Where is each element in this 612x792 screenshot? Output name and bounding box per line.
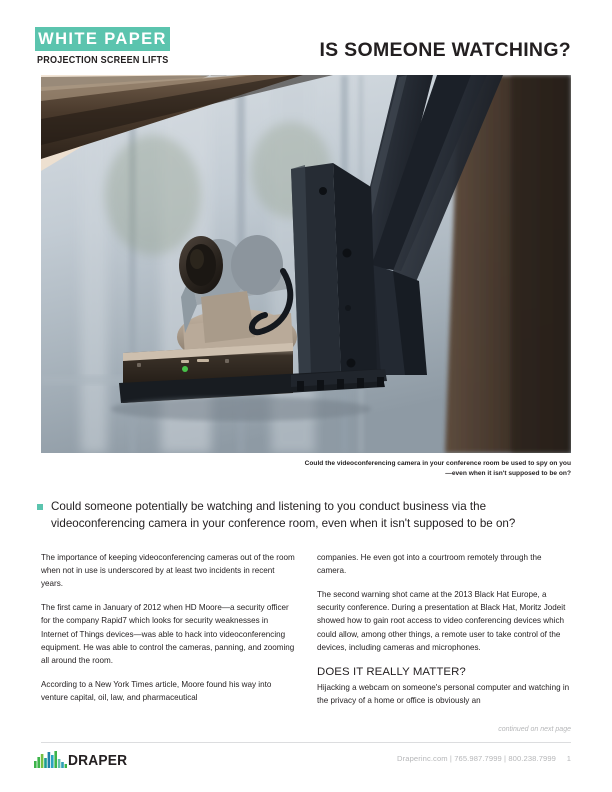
paragraph: The second warning shot came at the 2013 Black Hat Europe, a security conference. During a presentation at Black Hat, Moritz Jodeit showed how to gain root access to video conferencing devices which could allow, among other things, a remote user to take control of the devices, including cameras and microphones.	[317, 590, 566, 652]
header-subtitle: PROJECTION SCREEN LIFTS	[37, 55, 169, 66]
hero-image	[41, 75, 571, 453]
paragraph: Hijacking a webcam on someone's personal computer and watching in the privacy of a home or office is obviously an	[317, 683, 570, 706]
paragraph: companies. He even got into a courtroom remotely through the camera.	[317, 553, 542, 576]
paragraph: The importance of keeping videoconferencing cameras out of the room when not in use is underscored by at least two incidents in recent years.	[41, 553, 295, 589]
section-heading: DOES IT REALLY MATTER?	[317, 665, 466, 678]
draper-logo	[34, 748, 130, 768]
page-header	[0, 0, 612, 72]
hero-caption: Could the videoconferencing camera in your conference room be used to spy on you—even when it isn't supposed to be on?	[304, 460, 571, 478]
page-title: IS SOMEONE WATCHING?	[319, 39, 571, 62]
page-number: 1	[566, 754, 571, 763]
hero-photo-illustration	[41, 75, 571, 453]
footer-divider	[41, 742, 571, 743]
lead-callout	[37, 498, 537, 533]
paragraph: According to a New York Times article, Moore found his way into venture capital, oil, law, and pharmaceutical	[41, 679, 272, 702]
white-paper-banner	[35, 27, 170, 51]
paragraph: The first came in January of 2012 when HD Moore—a security officer for the company Rapid7 which looks for security weaknesses in Internet of Things devices—was able to hack into videoconferencing equipment. He was able to control the cameras, panning, and zooming all around the room.	[41, 603, 295, 665]
lead-callout-text: Could someone potentially be watching and listening to you conduct business via the videoconferencing camera in your conference room, even when it isn't supposed to be on?	[51, 500, 516, 531]
body-columns	[41, 551, 571, 718]
body-column-right	[317, 551, 571, 718]
footer-contact-info: Draperinc.com | 765.987.7999 | 800.238.7999	[397, 754, 556, 763]
draper-wordmark: DRAPER	[68, 752, 128, 769]
continued-note: continued on next page	[498, 726, 571, 733]
draper-bars-icon	[34, 751, 67, 768]
bullet-square-icon	[37, 504, 43, 510]
body-column-left	[41, 551, 295, 718]
white-paper-banner-label: WHITE PAPER	[38, 29, 167, 48]
